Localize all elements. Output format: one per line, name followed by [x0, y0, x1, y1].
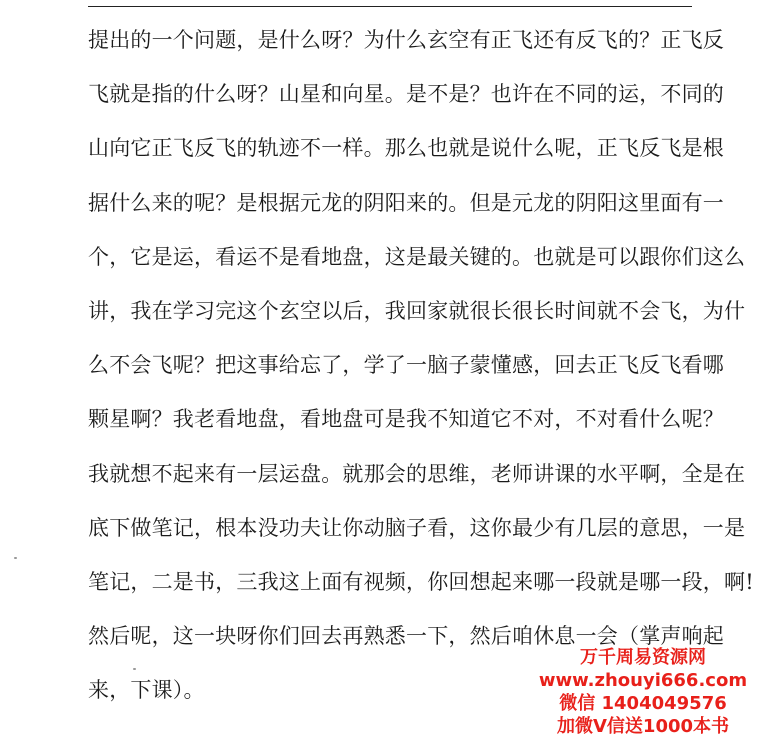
text-line: 颗星啊？我老看地盘，看地盘可是我不知道它不对，不对看什么呢？: [88, 407, 724, 432]
text-line: 个，它是运，看运不是看地盘，这是最关键的。也就是可以跟你们这么: [88, 244, 746, 269]
scan-speck: [133, 668, 136, 670]
body-text: [88, 13, 754, 717]
text-line: 然后呢，这一块呀你们回去再熟悉一下，然后咱休息一会（掌声响起: [88, 624, 724, 649]
watermark-url: www.zhouyi666.com: [538, 670, 748, 691]
text-line: 来，下课）。: [88, 678, 205, 703]
watermark-wechat: 微信 1404049576: [559, 693, 727, 714]
text-line: 提出的一个问题，是什么呀？为什么玄空有正飞还有反飞的？正飞反: [88, 28, 724, 52]
text-line: 我就想不起来有一层运盘。就那会的思维，老师讲课的水平啊，全是在: [88, 461, 746, 486]
watermark-promo: 加微V信送1000本书: [556, 716, 730, 737]
text-line: 山向它正飞反飞的轨迹不一样。那么也就是说什么呢，正飞反飞是根: [88, 136, 724, 161]
text-line: 么不会飞呢？把这事给忘了，学了一脑子蒙懂感，回去正飞反飞看哪: [88, 353, 724, 378]
text-line: 讲，我在学习完这个玄空以后，我回家就很长很长时间就不会飞，为什: [88, 298, 746, 323]
header-rule: [88, 6, 692, 7]
watermark-site-name: 万千周易资源网: [580, 647, 706, 668]
text-line: 笔记，二是书，三我这上面有视频，你回想起来哪一段就是哪一段，啊!: [88, 569, 754, 594]
watermark: [523, 646, 763, 738]
scan-speck: [14, 557, 17, 559]
text-line: 据什么来的呢？是根据元龙的阴阳来的。但是元龙的阴阳这里面有一: [88, 190, 724, 215]
text-line: 飞就是指的什么呀？山星和向星。是不是？也许在不同的运，不同的: [88, 82, 724, 107]
text-line: 底下做笔记，根本没功夫让你动脑子看，这你最少有几层的意思，一是: [88, 515, 746, 540]
